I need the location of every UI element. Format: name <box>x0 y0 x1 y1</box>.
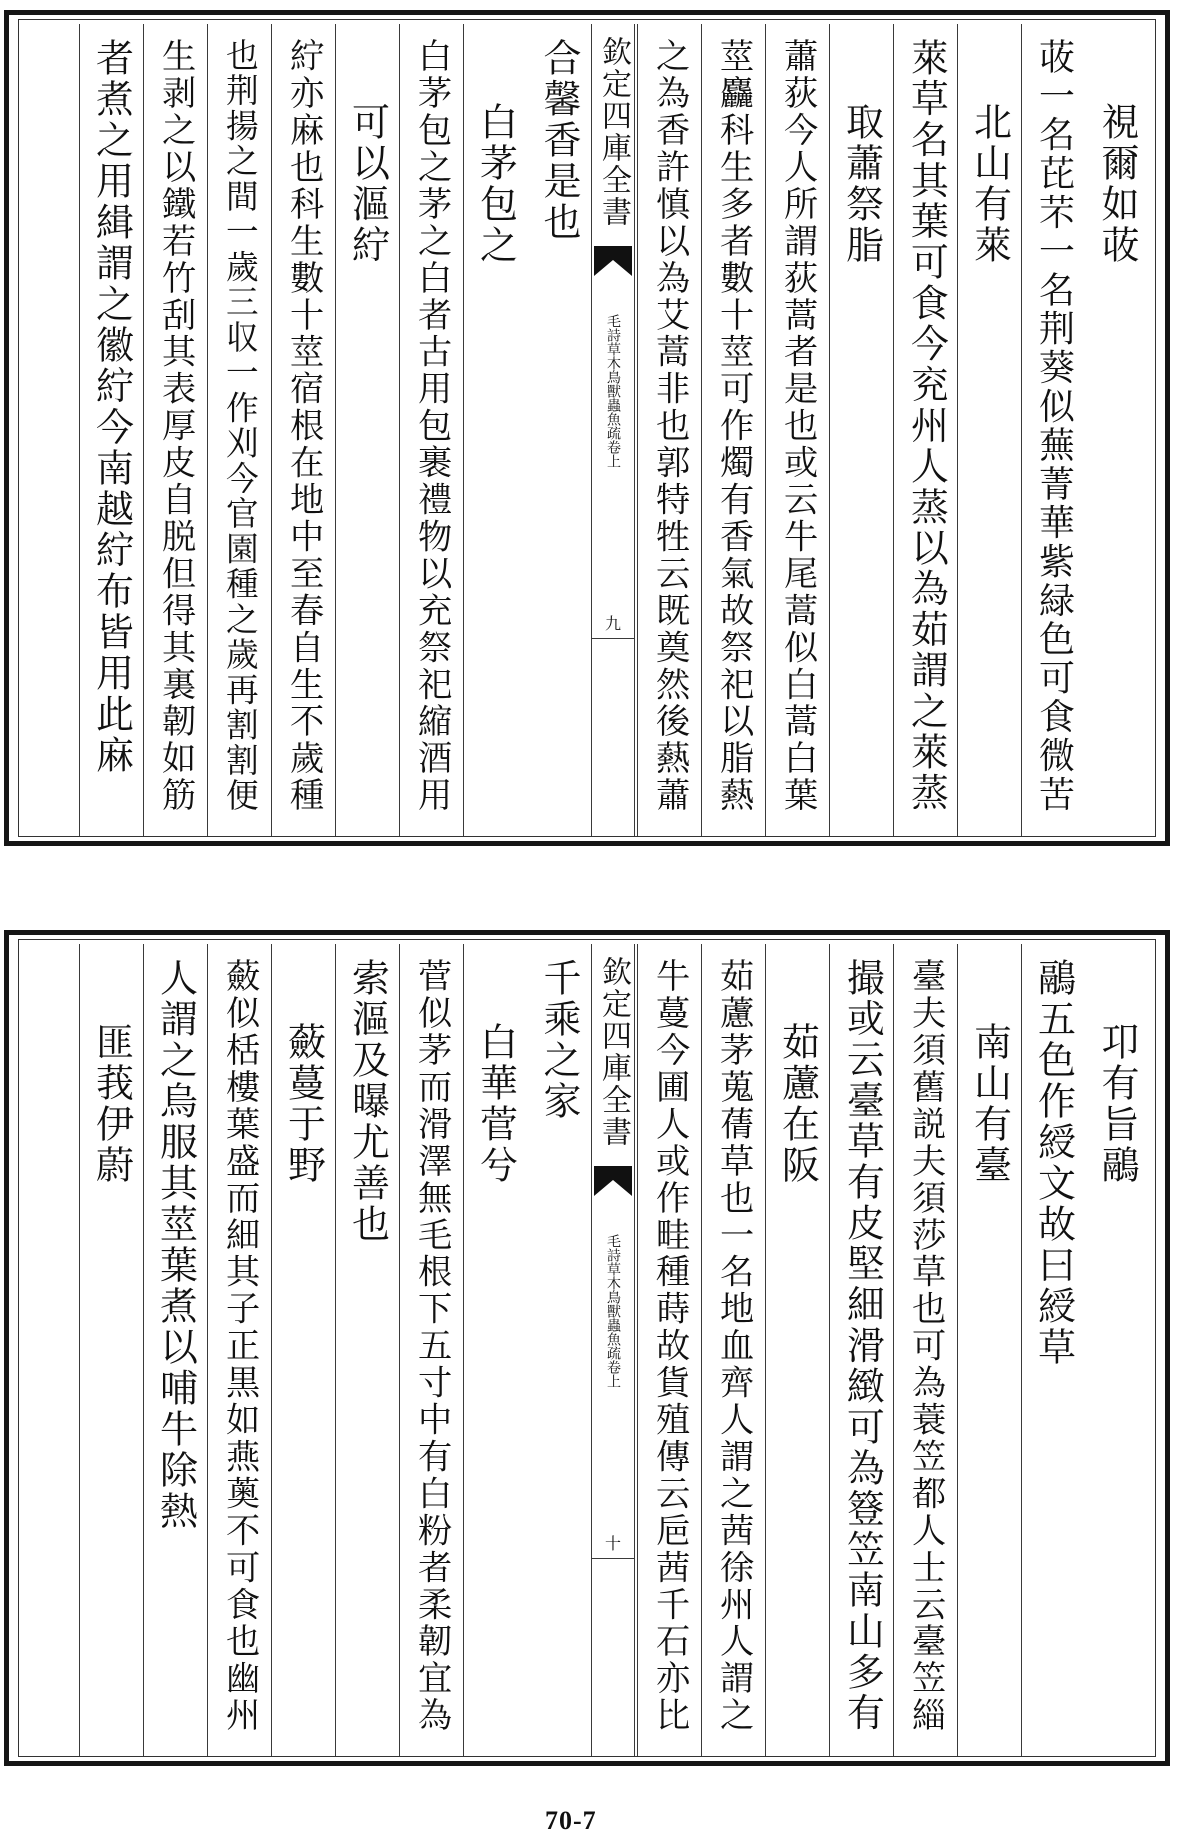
volume-title: 毛詩草木鳥獸蟲魚疏卷上 <box>605 314 621 468</box>
book-title: 欽定四庫全書 <box>596 36 631 228</box>
verse-heading: 取蕭祭脂 <box>839 102 884 266</box>
commentary-text: 撮或云臺草有皮堅細滑緻可為簦笠南山多有 <box>840 958 885 1734</box>
text-column <box>765 24 829 836</box>
fishtail-mark-icon <box>594 246 632 276</box>
verse-heading: 視爾如荍 <box>1095 102 1139 266</box>
commentary-text: 牛蔓今圃人或作畦種蒔故貨殖傳云巵茜千石亦比 <box>649 958 690 1734</box>
lower-leaf-border <box>4 930 1170 1766</box>
verse-heading: 卭有旨鷊 <box>1095 1022 1139 1186</box>
text-column <box>637 944 701 1756</box>
text-column <box>701 944 765 1756</box>
text-column <box>207 944 271 1756</box>
commentary-text: 也荆揚之間一歲三収一作刈今官園種之歲再割割便 <box>220 38 259 814</box>
commentary-text: 之為香許慎以為艾蒿非也郭特牲云既奠然後爇蕭 <box>649 38 690 814</box>
verse-heading: 可以漚紵 <box>345 102 390 266</box>
commentary-text: 蘞似栝樓葉盛而細其子正黒如燕薁不可食也幽州 <box>219 958 260 1734</box>
text-column <box>527 944 591 1756</box>
volume-title: 毛詩草木鳥獸蟲魚疏卷上 <box>605 1234 621 1388</box>
gutter-center-fold <box>591 24 635 836</box>
text-column <box>957 24 1021 836</box>
text-column <box>399 24 463 836</box>
commentary-text: 菅似茅而滑澤無毛根下五寸中有白粉者柔韌宜為 <box>411 958 452 1734</box>
text-column <box>335 944 399 1756</box>
lower-fold-rule <box>592 638 634 639</box>
commentary-text: 者煮之用緝謂之徽紵今南越紵布皆用此麻 <box>89 38 134 776</box>
text-column <box>765 944 829 1756</box>
commentary-text: 千乘之家 <box>537 958 581 1122</box>
text-column <box>207 24 271 836</box>
text-column <box>1085 944 1149 1756</box>
commentary-text: 荍一名芘芣一名荆葵似蕪菁華紫緑色可食微苦 <box>1033 38 1075 814</box>
verse-heading: 蘞蔓于野 <box>281 1022 326 1186</box>
text-column <box>893 944 957 1756</box>
page-number: 70-7 <box>545 1806 597 1835</box>
text-column <box>893 24 957 836</box>
commentary-text: 紵亦麻也科生數十莖宿根在地中至春自生不歲種 <box>283 38 324 814</box>
commentary-text: 生剥之以鐵若竹刮其表厚皮自脱但得其裏韌如筋 <box>155 38 196 814</box>
commentary-text: 人謂之烏服其莖葉煮以哺牛除熱 <box>153 958 198 1532</box>
text-column <box>79 944 143 1756</box>
commentary-text: 臺夫須舊説夫須莎草也可為蓑笠都人士云臺笠緇 <box>905 958 946 1734</box>
verse-heading: 白茅包之 <box>473 102 518 266</box>
verse-heading: 茹藘在阪 <box>775 1022 820 1186</box>
text-column <box>1021 944 1085 1756</box>
verse-heading: 匪莪伊蔚 <box>89 1022 134 1186</box>
text-column <box>463 24 527 836</box>
gutter-center-fold <box>591 944 635 1756</box>
text-column <box>79 24 143 836</box>
upper-leaf <box>0 0 1187 850</box>
text-column <box>143 24 207 836</box>
lower-leaf-inner-border <box>18 939 1156 1757</box>
lower-fold-rule <box>592 1558 634 1559</box>
text-column <box>271 24 335 836</box>
text-column <box>271 944 335 1756</box>
commentary-text: 鷊五色作綬文故曰綬草 <box>1031 958 1076 1368</box>
text-column <box>957 944 1021 1756</box>
verse-heading: 北山有萊 <box>967 102 1012 266</box>
text-column <box>143 944 207 1756</box>
commentary-text: 蕭荻今人所謂荻蒿者是也或云牛尾蒿似白蒿白葉 <box>777 38 818 814</box>
upper-leaf-border <box>4 10 1170 846</box>
text-column <box>527 24 591 836</box>
text-column <box>701 24 765 836</box>
text-column <box>335 24 399 836</box>
text-column <box>637 24 701 836</box>
text-column <box>463 944 527 1756</box>
text-column <box>829 944 893 1756</box>
commentary-text: 白茅包之茅之白者古用包裹禮物以充祭祀縮酒用 <box>411 38 452 814</box>
commentary-text: 合馨香是也 <box>537 38 581 243</box>
text-column <box>1085 24 1149 836</box>
text-column <box>399 944 463 1756</box>
verse-heading: 白華菅兮 <box>473 1022 518 1186</box>
fishtail-mark-icon <box>594 1166 632 1196</box>
commentary-text: 茹藘茅蒐蒨草也一名地血齊人謂之茜徐州人謂之 <box>713 958 754 1734</box>
lower-leaf <box>0 920 1187 1770</box>
upper-leaf-inner-border <box>18 19 1156 837</box>
text-column <box>829 24 893 836</box>
commentary-text: 索漚及曝尤善也 <box>345 958 390 1245</box>
book-title: 欽定四庫全書 <box>596 956 631 1148</box>
text-column <box>1021 24 1085 836</box>
commentary-text: 莖麤科生多者數十莖可作燭有香氣故祭祀以脂爇 <box>713 38 754 814</box>
verse-heading: 南山有臺 <box>967 1022 1012 1186</box>
folio-number: 十 <box>604 1534 622 1553</box>
commentary-text: 萊草名其葉可食今兖州人蒸以為茹謂之萊蒸 <box>904 38 949 814</box>
folio-number: 九 <box>604 614 622 633</box>
